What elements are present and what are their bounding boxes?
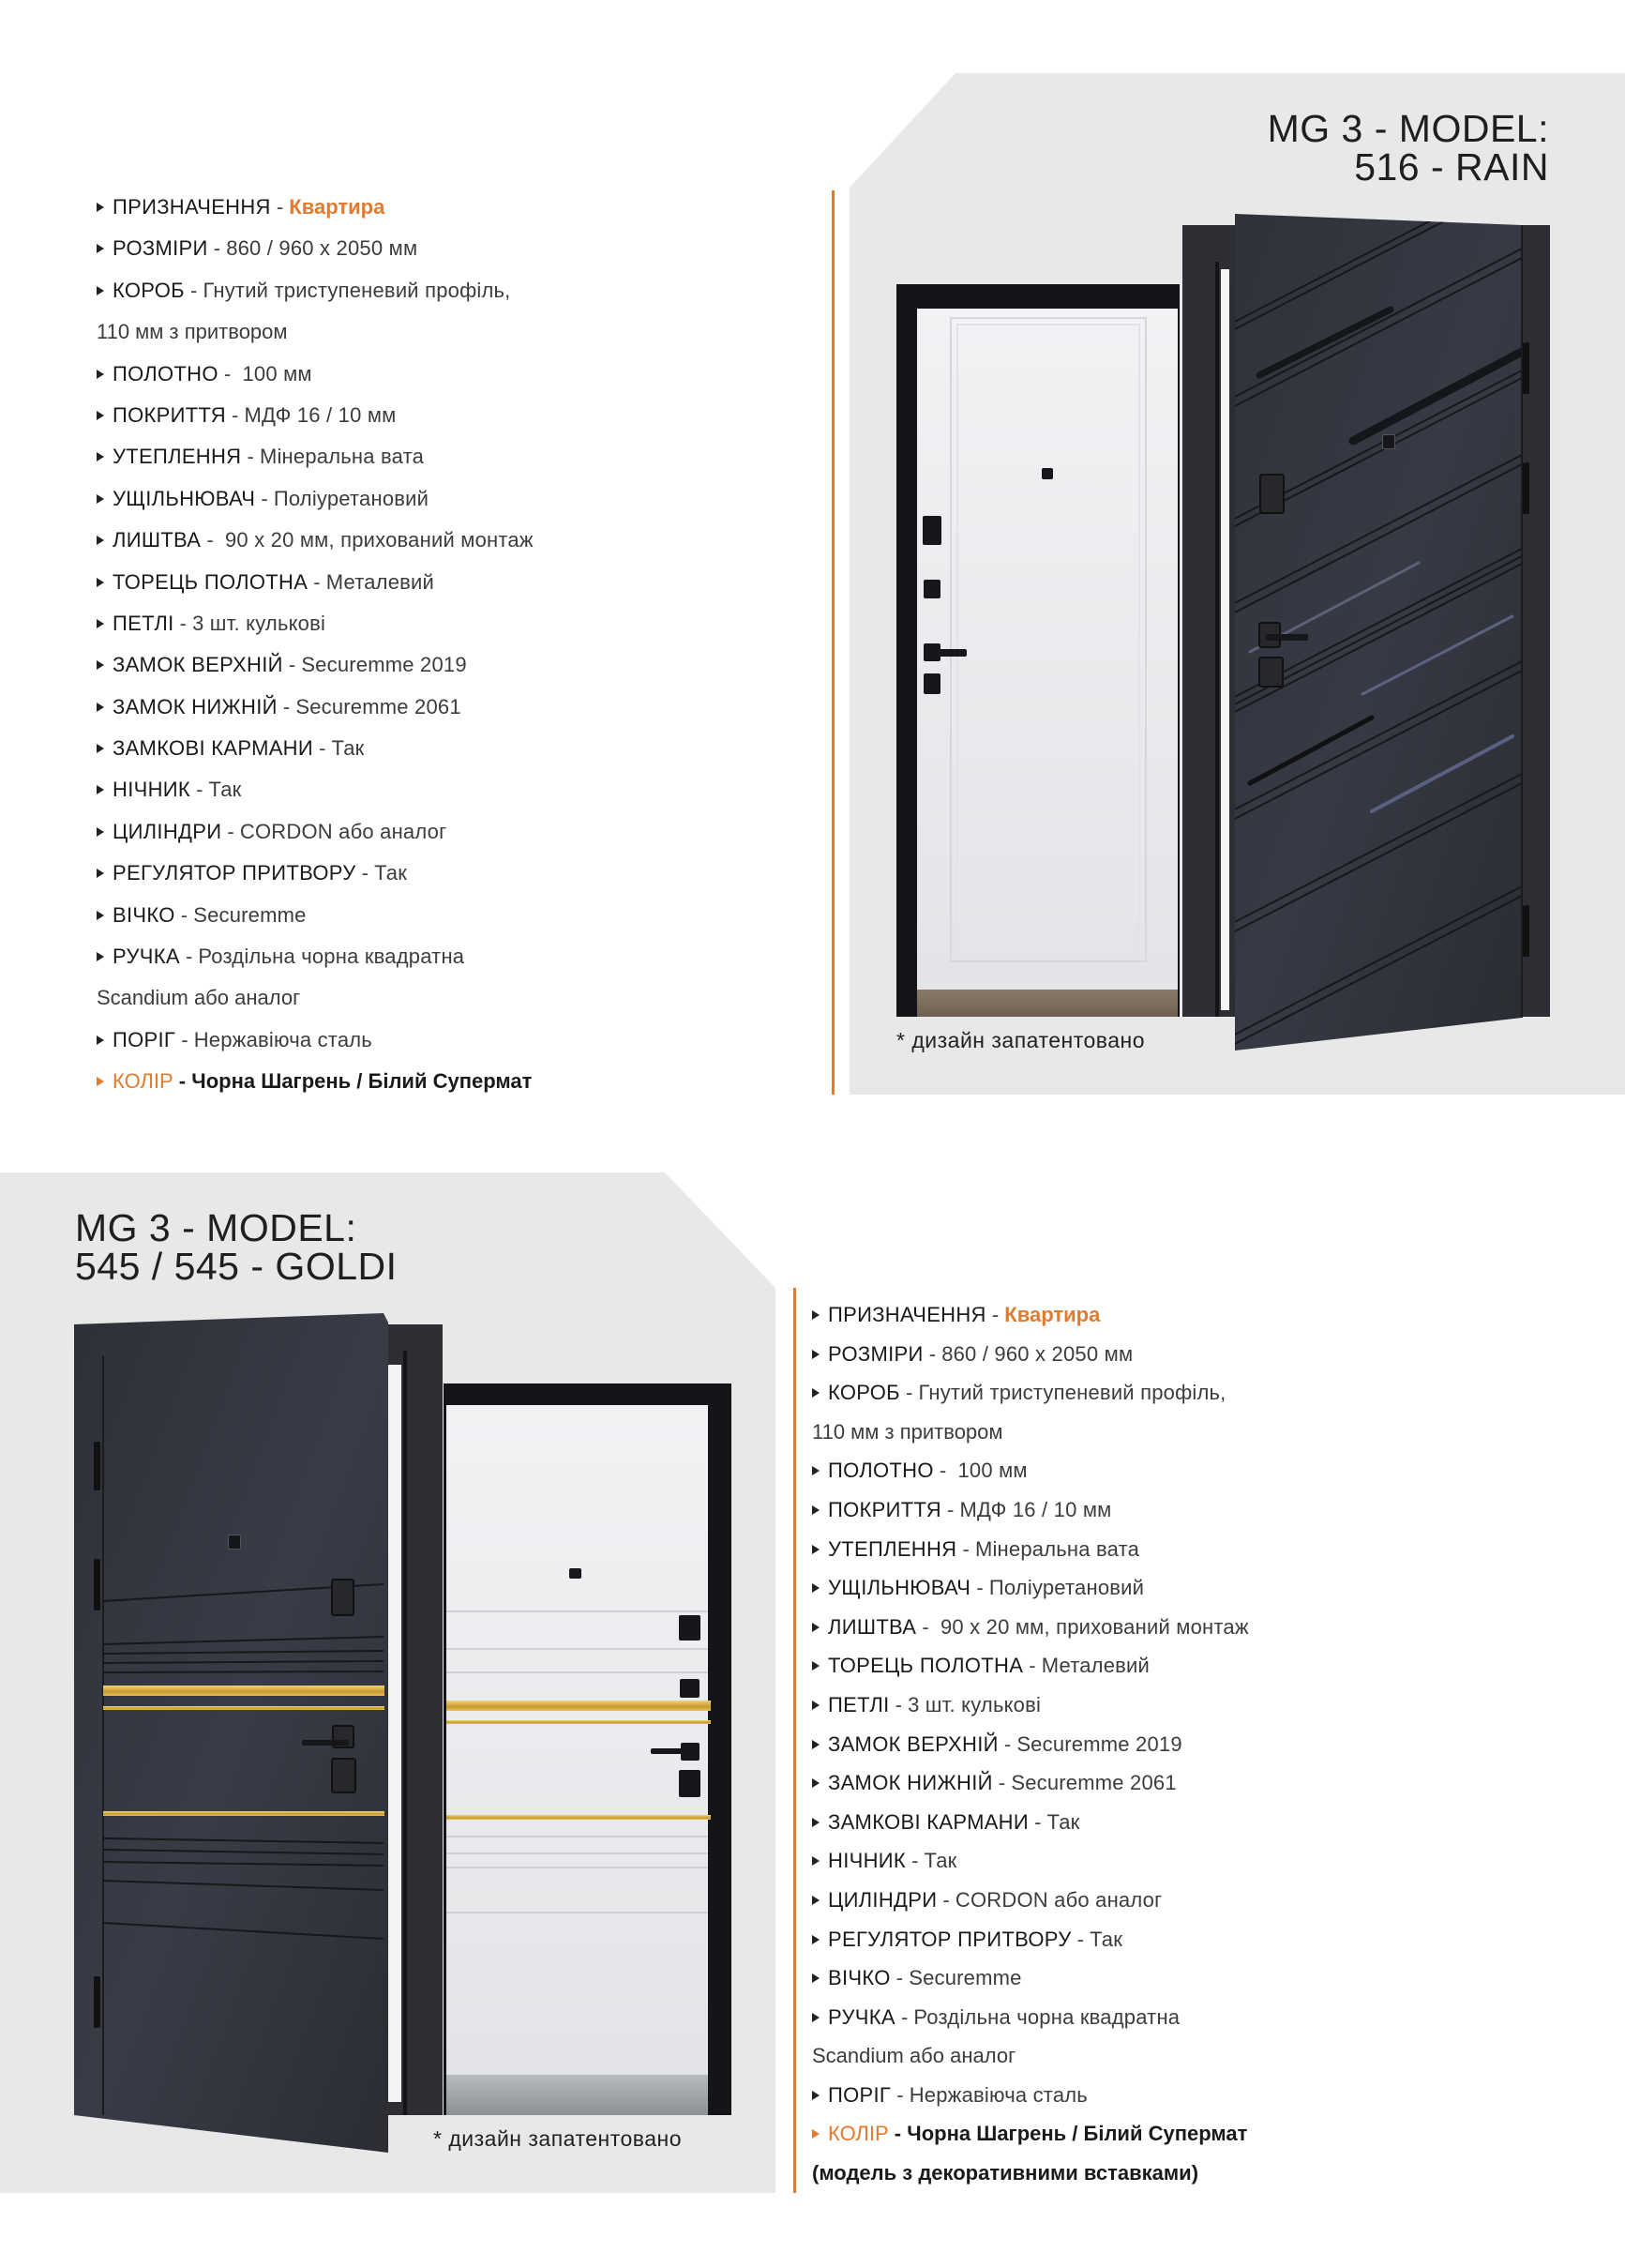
spec-value: Металевий	[1041, 1654, 1151, 1678]
spec-value: 860 / 960 x 2050 мм	[226, 236, 418, 261]
spec-value: 90 x 20 мм, прихований монтаж	[224, 528, 534, 552]
triangle-bullet-icon	[97, 411, 104, 420]
spec-separator: -	[940, 1497, 960, 1521]
triangle-bullet-icon	[97, 827, 104, 837]
spec-separator: -	[923, 1341, 942, 1366]
spec-label: ПОЛОТНО	[113, 361, 218, 386]
spec-item	[97, 692, 534, 733]
spec-label: ТОРЕЦЬ ПОЛОТНА	[828, 1654, 1024, 1678]
spec-separator: -	[986, 1303, 1005, 1326]
spec-item	[812, 1925, 1249, 1964]
model-title-line2: 516 - RAIN	[1354, 145, 1549, 189]
spec-separator: -	[218, 361, 243, 386]
spec-separator: -	[179, 945, 199, 969]
spec-value: 100 мм	[957, 1459, 1028, 1483]
spec-item	[97, 733, 534, 775]
triangle-bullet-icon	[812, 1466, 820, 1475]
spec-item	[97, 525, 534, 567]
spec-separator: -	[1023, 1654, 1042, 1678]
triangle-bullet-icon	[812, 1545, 820, 1554]
triangle-bullet-icon	[97, 703, 104, 712]
spec-separator: -	[895, 2004, 914, 2029]
spec-label: РУЧКА	[113, 945, 180, 969]
spec-separator: -	[970, 1576, 989, 1600]
spec-item	[97, 900, 534, 942]
spec-separator: -	[905, 1849, 925, 1873]
spec-separator: -	[992, 1771, 1012, 1795]
spec-continuation-text: 110 мм з притвором	[812, 1419, 1003, 1444]
model-title-line1: MG 3 - MODEL:	[75, 1206, 357, 1249]
spec-item	[812, 1730, 1249, 1769]
spec-item	[812, 1612, 1249, 1652]
spec-value: Квартира	[289, 195, 385, 219]
gold-insert	[103, 1686, 384, 1696]
spec-separator: -	[173, 1069, 192, 1094]
spec-item	[812, 1651, 1249, 1690]
spec-label: КОРОБ	[113, 278, 185, 302]
spec-label: УТЕПЛЕННЯ	[828, 1536, 957, 1561]
spec-separator: -	[175, 1027, 194, 1051]
gold-insert	[103, 1811, 384, 1816]
triangle-bullet-icon	[812, 2091, 820, 2100]
lower-lock-icon	[679, 1770, 700, 1797]
spec-value: Чорна Шагрень / Білий Супермат	[907, 2122, 1248, 2146]
spec-item	[97, 276, 534, 317]
triangle-bullet-icon	[97, 286, 104, 295]
spec-label: ЗАМКОВІ КАРМАНИ	[113, 736, 313, 761]
peephole-icon	[1042, 468, 1053, 479]
spec-item	[97, 775, 534, 816]
spec-continuation	[97, 317, 534, 358]
spec-label: ПОРІГ	[113, 1027, 176, 1051]
spec-item	[97, 192, 534, 234]
spec-item	[812, 1846, 1249, 1885]
spec-label: ВІЧКО	[828, 1966, 891, 1990]
spec-label: УЩІЛЬНЮВАЧ	[113, 486, 256, 510]
spec-label: КОРОБ	[828, 1381, 900, 1405]
triangle-bullet-icon	[812, 1701, 820, 1710]
spec-value: Роздільна чорна квадратна	[198, 945, 465, 969]
spec-label: РОЗМІРИ	[113, 236, 208, 261]
spec-label: ТОРЕЦЬ ПОЛОТНА	[113, 569, 308, 594]
spec-continuation-text: (модель з декоративними вставками)	[812, 2161, 1199, 2185]
triangle-bullet-icon	[812, 2013, 820, 2022]
spec-label: ПРИЗНАЧЕННЯ	[113, 195, 271, 219]
spec-value: МДФ 16 / 10 мм	[959, 1497, 1112, 1521]
triangle-bullet-icon	[812, 1740, 820, 1749]
spec-label: НІЧНИК	[828, 1849, 906, 1873]
spec-continuation	[812, 1417, 1249, 1457]
patent-caption: * дизайн запатентовано	[896, 1028, 1146, 1052]
spec-label: ПОКРИТТЯ	[828, 1497, 941, 1521]
spec-item	[97, 858, 534, 900]
triangle-bullet-icon	[97, 619, 104, 628]
triangle-bullet-icon	[812, 1623, 820, 1632]
groove	[446, 1912, 708, 1913]
spec-value: Так	[924, 1849, 957, 1873]
spec-item	[97, 442, 534, 483]
groove	[446, 1610, 708, 1612]
spec-item	[97, 1066, 534, 1108]
triangle-bullet-icon	[812, 1583, 820, 1593]
spec-separator: -	[355, 861, 375, 885]
spec-label: ПОКРИТТЯ	[113, 402, 226, 427]
spec-item	[97, 359, 534, 401]
model-title-line1: MG 3 - MODEL:	[1267, 107, 1549, 150]
triangle-bullet-icon	[97, 1077, 104, 1086]
gold-insert	[446, 1815, 711, 1820]
triangle-bullet-icon	[812, 1661, 820, 1671]
triangle-bullet-icon	[812, 1350, 820, 1359]
triangle-bullet-icon	[97, 660, 104, 670]
spec-item	[97, 817, 534, 858]
spec-separator: -	[201, 528, 225, 552]
triangle-bullet-icon	[97, 911, 104, 920]
spec-separator: -	[998, 1731, 1017, 1756]
spec-separator: -	[312, 736, 332, 761]
spec-separator: -	[890, 1966, 910, 1990]
spec-value: Так	[331, 736, 365, 761]
spec-separator: -	[282, 653, 302, 677]
spec-separator: -	[207, 236, 227, 261]
triangle-bullet-icon	[812, 1856, 820, 1866]
spec-value: Securemme 2019	[1016, 1731, 1182, 1756]
spec-item	[812, 2003, 1249, 2042]
spec-label: ЗАМОК НИЖНІЙ	[828, 1771, 993, 1795]
spec-item	[812, 1339, 1249, 1379]
triangle-bullet-icon	[812, 1973, 820, 1983]
model-title-line2: 545 / 545 - GOLDI	[75, 1245, 398, 1288]
peephole-icon	[569, 1568, 581, 1579]
spec-value: 90 x 20 мм, прихований монтаж	[940, 1614, 1249, 1639]
groove	[446, 1852, 708, 1854]
handle-lever-icon	[302, 1740, 349, 1746]
spec-label: ЗАМОК ВЕРХНІЙ	[113, 653, 283, 677]
model-title	[75, 1206, 398, 1288]
spec-label: УТЕПЛЕННЯ	[113, 445, 242, 469]
spec-value: Мінеральна вата	[259, 445, 425, 469]
spec-value: Нержавіюча сталь	[909, 2082, 1088, 2107]
spec-separator: -	[888, 2122, 908, 2146]
spec-separator: -	[1071, 1927, 1091, 1951]
spec-separator: -	[933, 1459, 958, 1483]
spec-value: Гнутий триступеневий профіль,	[918, 1381, 1226, 1405]
spec-item	[812, 1300, 1249, 1339]
triangle-bullet-icon	[97, 494, 104, 504]
spec-item	[97, 609, 534, 650]
spec-item	[97, 942, 534, 983]
spec-label: РЕГУЛЯТОР ПРИТВОРУ	[113, 861, 356, 885]
spec-label: КОЛІР	[113, 1069, 173, 1094]
accent-divider	[793, 1288, 796, 2193]
triangle-bullet-icon	[97, 244, 104, 253]
spec-item	[97, 401, 534, 442]
spec-value: CORDON або аналог	[955, 1887, 1163, 1912]
spec-separator: -	[255, 486, 274, 510]
spec-item	[97, 234, 534, 275]
floor-threshold	[917, 990, 1178, 1017]
spec-value: Securemme	[193, 902, 307, 927]
spec-label: ЗАМКОВІ КАРМАНИ	[828, 1809, 1029, 1834]
spec-value: Мінеральна вата	[974, 1536, 1140, 1561]
spec-separator: -	[916, 1614, 940, 1639]
spec-item	[812, 1768, 1249, 1807]
spec-label: ЦИЛІНДРИ	[828, 1887, 938, 1912]
hinge-icon	[1523, 905, 1529, 957]
spec-item	[97, 567, 534, 609]
spec-item	[812, 1456, 1249, 1495]
spec-separator: -	[173, 611, 193, 635]
card-reader-icon	[1259, 474, 1285, 514]
spec-value: Нержавіюча сталь	[193, 1027, 372, 1051]
spec-label: ВІЧКО	[113, 902, 175, 927]
card-reader-icon	[331, 1579, 354, 1616]
groove	[446, 1671, 708, 1673]
spec-label: НІЧНИК	[113, 778, 190, 802]
spec-separator: -	[937, 1887, 955, 1912]
triangle-bullet-icon	[97, 203, 104, 212]
spec-value: Квартира	[1004, 1303, 1101, 1326]
triangle-bullet-icon	[812, 1505, 820, 1515]
spec-label: РЕГУЛЯТОР ПРИТВОРУ	[828, 1927, 1072, 1951]
spec-item	[812, 1690, 1249, 1730]
lock-cylinder-icon	[331, 1758, 356, 1793]
spec-item	[812, 1885, 1249, 1925]
spec-item	[812, 2080, 1249, 2120]
spec-separator: -	[174, 902, 194, 927]
spec-separator: -	[241, 445, 260, 469]
spec-value: Поліуретановий	[273, 486, 429, 510]
spec-separator: -	[899, 1381, 919, 1405]
spec-value: Чорна Шагрень / Білий Супермат	[191, 1069, 533, 1094]
triangle-bullet-icon	[812, 1388, 820, 1398]
handle-lever-icon	[651, 1748, 688, 1754]
spec-label: РУЧКА	[828, 2004, 895, 2029]
lock-cylinder-icon	[680, 1679, 700, 1698]
spec-item	[97, 1025, 534, 1066]
spec-continuation	[812, 2041, 1249, 2080]
spec-value: Поліуретановий	[988, 1576, 1145, 1600]
triangle-bullet-icon	[812, 1818, 820, 1827]
gold-insert	[103, 1706, 384, 1710]
frame-gap	[1221, 269, 1229, 1010]
triangle-bullet-icon	[812, 1896, 820, 1905]
spec-label: ЗАМОК НИЖНІЙ	[113, 694, 278, 718]
door-molding-inner	[956, 324, 1140, 956]
spec-value: Securemme 2061	[1011, 1771, 1177, 1795]
spec-value: Металевий	[325, 569, 435, 594]
hinge-icon	[94, 1442, 100, 1490]
spec-item	[812, 1378, 1249, 1417]
spec-separator: -	[225, 402, 245, 427]
spec-label: ЗАМОК ВЕРХНІЙ	[828, 1731, 999, 1756]
gold-insert	[446, 1720, 711, 1724]
spec-value: МДФ 16 / 10 мм	[244, 402, 397, 427]
spec-separator: -	[308, 569, 326, 594]
spec-continuation	[97, 983, 534, 1024]
white-door-leaf	[446, 1405, 708, 2075]
spec-separator: -	[221, 819, 240, 843]
spec-continuation	[812, 2158, 1249, 2198]
spec-continuation-text: Scandium або аналог	[97, 986, 301, 1010]
spec-item	[812, 1495, 1249, 1535]
spec-label: ЦИЛІНДРИ	[113, 819, 222, 843]
spec-item	[97, 650, 534, 691]
spec-label: ПОРІГ	[828, 2082, 892, 2107]
triangle-bullet-icon	[97, 536, 104, 545]
hinge-icon	[1523, 462, 1529, 514]
spec-value: Гнутий триступеневий профіль,	[203, 278, 511, 302]
triangle-bullet-icon	[97, 578, 104, 587]
spec-value: Так	[374, 861, 408, 885]
triangle-bullet-icon	[97, 952, 104, 961]
spec-item	[97, 484, 534, 525]
triangle-bullet-icon	[97, 869, 104, 878]
spec-separator: -	[889, 1692, 909, 1716]
patent-caption: * дизайн запатентовано	[433, 2126, 683, 2151]
triangle-bullet-icon	[812, 2129, 820, 2139]
spec-label: КОЛІР	[828, 2122, 889, 2146]
triangle-bullet-icon	[97, 452, 104, 461]
hinge-icon	[1523, 342, 1529, 394]
spec-value: Securemme 2061	[295, 694, 461, 718]
spec-label: ПЕТЛІ	[828, 1692, 890, 1716]
spec-label: УЩІЛЬНЮВАЧ	[828, 1576, 971, 1600]
spec-separator: -	[184, 278, 203, 302]
spec-separator: -	[270, 195, 290, 219]
handle-lever-icon	[1266, 634, 1308, 641]
spec-item	[812, 1807, 1249, 1847]
triangle-bullet-icon	[97, 785, 104, 794]
spec-item	[812, 1573, 1249, 1612]
spec-separator: -	[277, 694, 296, 718]
frame-edge	[1215, 262, 1219, 1017]
lock-cylinder-icon	[1258, 657, 1284, 688]
spec-value: Так	[208, 778, 242, 802]
spec-label: ПОЛОТНО	[828, 1459, 934, 1483]
spec-label: ЛИШТВА	[113, 528, 202, 552]
floor-threshold	[446, 2075, 708, 2115]
groove	[446, 1836, 708, 1837]
spec-list	[97, 192, 534, 1109]
spec-value: Так	[1090, 1927, 1123, 1951]
spec-value: 3 шт. кулькові	[908, 1692, 1042, 1716]
spec-item	[812, 1535, 1249, 1574]
spec-label: РОЗМІРИ	[828, 1341, 924, 1366]
triangle-bullet-icon	[812, 1778, 820, 1788]
spec-label: ПЕТЛІ	[113, 611, 174, 635]
model-title	[1267, 107, 1549, 189]
spec-item	[812, 1963, 1249, 2003]
spec-separator: -	[956, 1536, 975, 1561]
triangle-bullet-icon	[97, 744, 104, 753]
frame-edge	[403, 1351, 407, 2115]
spec-value: 860 / 960 x 2050 мм	[941, 1341, 1134, 1366]
spec-value: Роздільна чорна квадратна	[913, 2004, 1181, 2029]
spec-value: Securemme 2019	[301, 653, 467, 677]
groove	[446, 1867, 708, 1868]
lock-cylinder-icon	[924, 580, 940, 598]
peephole-icon	[1382, 434, 1395, 449]
spec-label: ПРИЗНАЧЕННЯ	[828, 1303, 986, 1326]
triangle-bullet-icon	[812, 1310, 820, 1320]
spec-value: Так	[1046, 1809, 1080, 1834]
spec-value: 3 шт. кулькові	[192, 611, 326, 635]
gold-insert	[446, 1701, 711, 1711]
spec-value: 100 мм	[242, 361, 312, 386]
spec-continuation-text: Scandium або аналог	[812, 2044, 1016, 2068]
spec-separator: -	[1028, 1809, 1047, 1834]
spec-list	[812, 1300, 1249, 2198]
hinge-icon	[94, 1559, 100, 1610]
spec-continuation-text: 110 мм з притвором	[97, 320, 288, 344]
spec-value: Securemme	[909, 1966, 1022, 1990]
spec-value: CORDON або аналог	[239, 819, 447, 843]
spec-separator: -	[891, 2082, 910, 2107]
hinge-icon	[94, 1976, 100, 2028]
triangle-bullet-icon	[97, 370, 104, 379]
triangle-bullet-icon	[97, 1036, 104, 1045]
card-reader-icon	[679, 1615, 700, 1641]
card-reader-icon	[923, 516, 941, 545]
groove	[446, 1648, 708, 1650]
handle-lever-icon	[933, 649, 967, 657]
accent-divider	[832, 190, 835, 1095]
lower-lock-icon	[924, 673, 940, 694]
spec-label: ЛИШТВА	[828, 1614, 917, 1639]
triangle-bullet-icon	[812, 1935, 820, 1944]
spec-item	[812, 2119, 1249, 2158]
spec-separator: -	[189, 778, 209, 802]
peephole-icon	[228, 1535, 241, 1550]
